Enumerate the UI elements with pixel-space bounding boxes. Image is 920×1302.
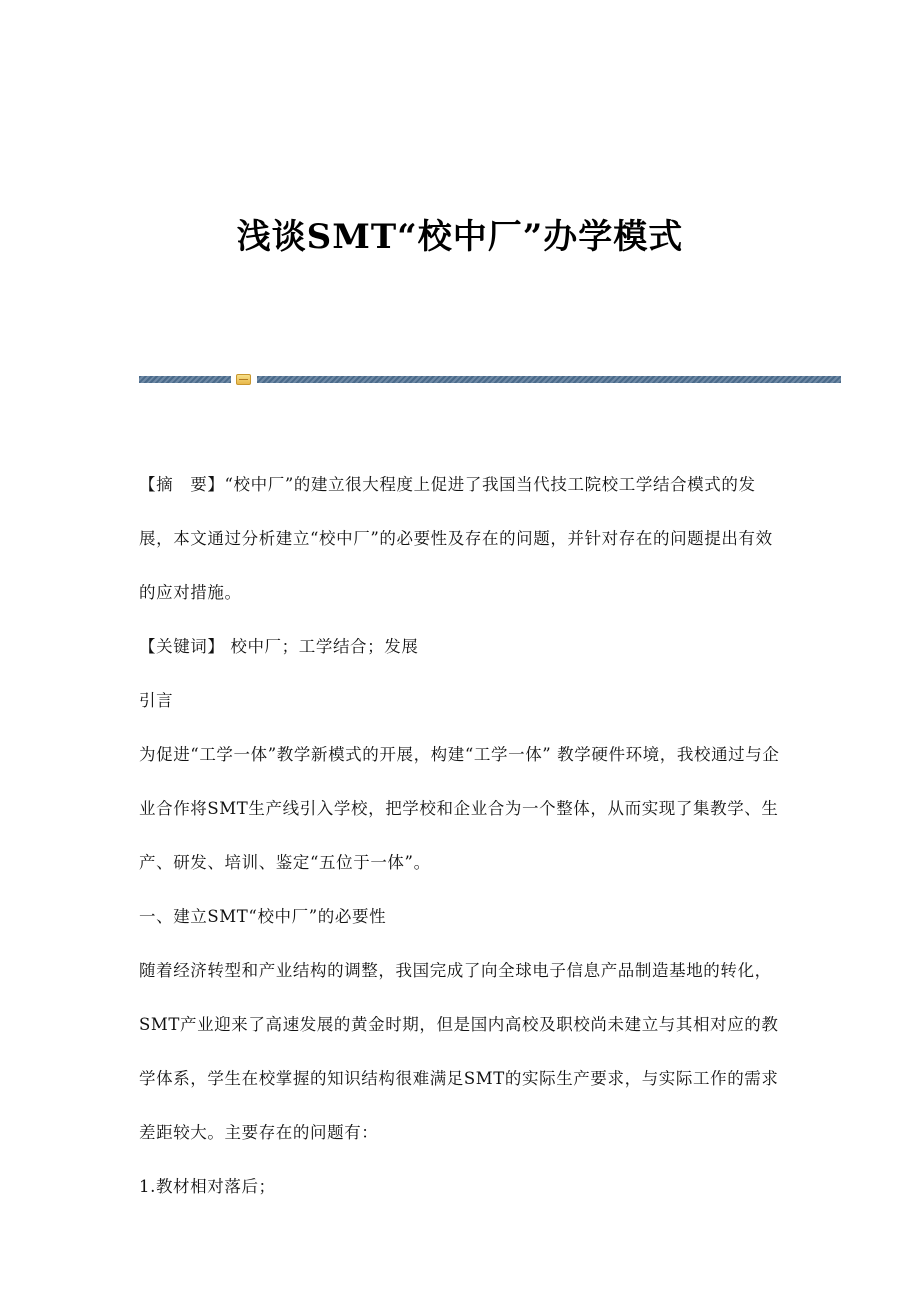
keywords-paragraph <box>139 620 784 674</box>
envelope-icon <box>236 374 251 385</box>
abstract-text: “校中厂”的建立很大程度上促进了我国当代技工院校工学结合模式的发展，本文通过分析建立“校中厂”的必要性及存在的问题，并针对存在的问题提出有效的应对措施。 <box>139 475 773 602</box>
intro-heading: 引言 <box>139 691 174 710</box>
keywords-label: 【关键词】 <box>139 637 225 656</box>
section1-paragraph: 随着经济转型和产业结构的调整，我国完成了向全球电子信息产品制造基地的转化，SMT产业迎来了高速发展的黄金时期，但是国内高校及职校尚未建立与其相对应的教学体系，学生在校掌握的知识结构很难满足SMT的实际生产要求，与实际工作的需求差距较大。主要存在的问题有： <box>139 961 779 1142</box>
divider-bar-left <box>139 376 231 383</box>
section1-heading: 一、建立SMT“校中厂”的必要性 <box>139 907 387 926</box>
abstract-label: 【摘 要】 <box>139 475 225 494</box>
title-divider <box>139 374 841 386</box>
divider-bar-right <box>257 376 841 383</box>
keywords-text: 校中厂；工学结合；发展 <box>224 637 419 656</box>
abstract-paragraph <box>139 458 784 620</box>
document-title: 浅谈SMT“校中厂”办学模式 <box>236 217 684 257</box>
list-item-1: 1.教材相对落后； <box>139 1177 276 1196</box>
document-body <box>139 458 784 1214</box>
intro-paragraph: 为促进“工学一体”教学新模式的开展，构建“工学一体” 教学硬件环境，我校通过与企业合作将SMT生产线引入学校，把学校和企业合为一个整体，从而实现了集教学、生产、研发、培训、鉴定“五位于一体”。 <box>139 745 780 872</box>
